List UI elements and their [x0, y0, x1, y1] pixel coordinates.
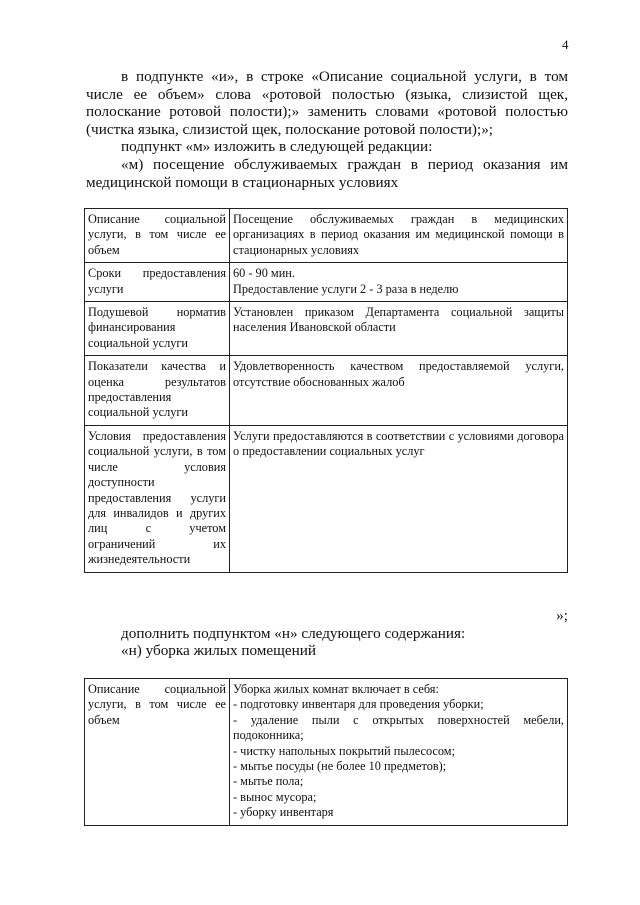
service-table-m	[84, 208, 568, 573]
page-number: 4	[562, 37, 569, 52]
row-value	[230, 356, 568, 426]
row-value	[230, 263, 568, 302]
value-line: - мытье посуды (не более 10 предметов);	[233, 759, 447, 774]
table-row	[85, 679, 568, 826]
paragraph: подпункт «м» изложить в следующей редакции:	[121, 138, 433, 156]
value-line: Услуги предоставляются в соответствии с условиями договора о предоставлении социальных услуг	[233, 428, 564, 459]
row-value	[230, 302, 568, 356]
value-line: - уборку инвентаря	[233, 805, 334, 820]
row-value	[230, 425, 568, 572]
row-label: Описание социальной услуги, в том числе ее объем	[85, 209, 230, 263]
table-row	[85, 302, 568, 356]
row-value	[230, 679, 568, 826]
paragraph: дополнить подпунктом «н» следующего содержания:	[121, 624, 466, 642]
table-row	[85, 209, 568, 263]
value-line: Посещение обслуживаемых граждан в медицинских организациях в период оказания им медицинской помощи в стационарных условиях	[233, 212, 564, 257]
value-line: Уборка жилых комнат включает в себя:	[233, 682, 439, 696]
intro-text	[86, 68, 568, 191]
paragraph: «н) уборка жилых помещений	[121, 642, 316, 660]
row-label: Подушевой норматив финансирования социальной услуги	[85, 302, 230, 356]
value-line: - чистку напольных покрытий пылесосом;	[233, 743, 455, 758]
row-label: Описание социальной услуги, в том числе ее объем	[85, 679, 230, 826]
paragraph: в подпункте «и», в строке «Описание социальной услуги, в том числе ее объем» слова «ротовой полостью (языка, слизистой щек, полоскание ротовой полости);» заменить словами «ротовой полостью (чистка языка, слизистой щек, полоскание ротовой полости);»;	[86, 68, 568, 138]
table-row	[85, 263, 568, 302]
row-value	[230, 209, 568, 263]
table-closing-mark: »;	[556, 607, 568, 624]
row-label: Условия предоставления социальной услуги, в том числе условия доступности предоставления услуги для инвалидов и других лиц с учетом ограничений их жизнедеятельности	[85, 425, 230, 572]
value-line: - вынос мусора;	[233, 789, 317, 804]
middle-text	[86, 607, 568, 660]
service-table-n	[84, 678, 568, 826]
row-label: Показатели качества и оценка результатов предоставления социальной услуги	[85, 356, 230, 426]
paragraph: «м) посещение обслуживаемых граждан в период оказания им медицинской помощи в стационарных условиях	[86, 155, 568, 191]
table-row	[85, 425, 568, 572]
value-line: - удаление пыли с открытых поверхностей мебели, подоконника;	[233, 712, 564, 743]
table-row	[85, 356, 568, 426]
value-line: 60 - 90 мин.	[233, 266, 295, 281]
value-line: Удовлетворенность качеством предоставляемой услуги, отсутствие обоснованных жалоб	[233, 359, 564, 389]
value-line: Предоставление услуги 2 - 3 раза в неделю	[233, 281, 459, 296]
value-line: - мытье пола;	[233, 774, 304, 789]
value-line: - подготовку инвентаря для проведения уборки;	[233, 697, 484, 712]
row-label: Сроки предоставления услуги	[85, 263, 230, 302]
value-line: Установлен приказом Департамента социальной защиты населения Ивановской области	[233, 305, 564, 335]
